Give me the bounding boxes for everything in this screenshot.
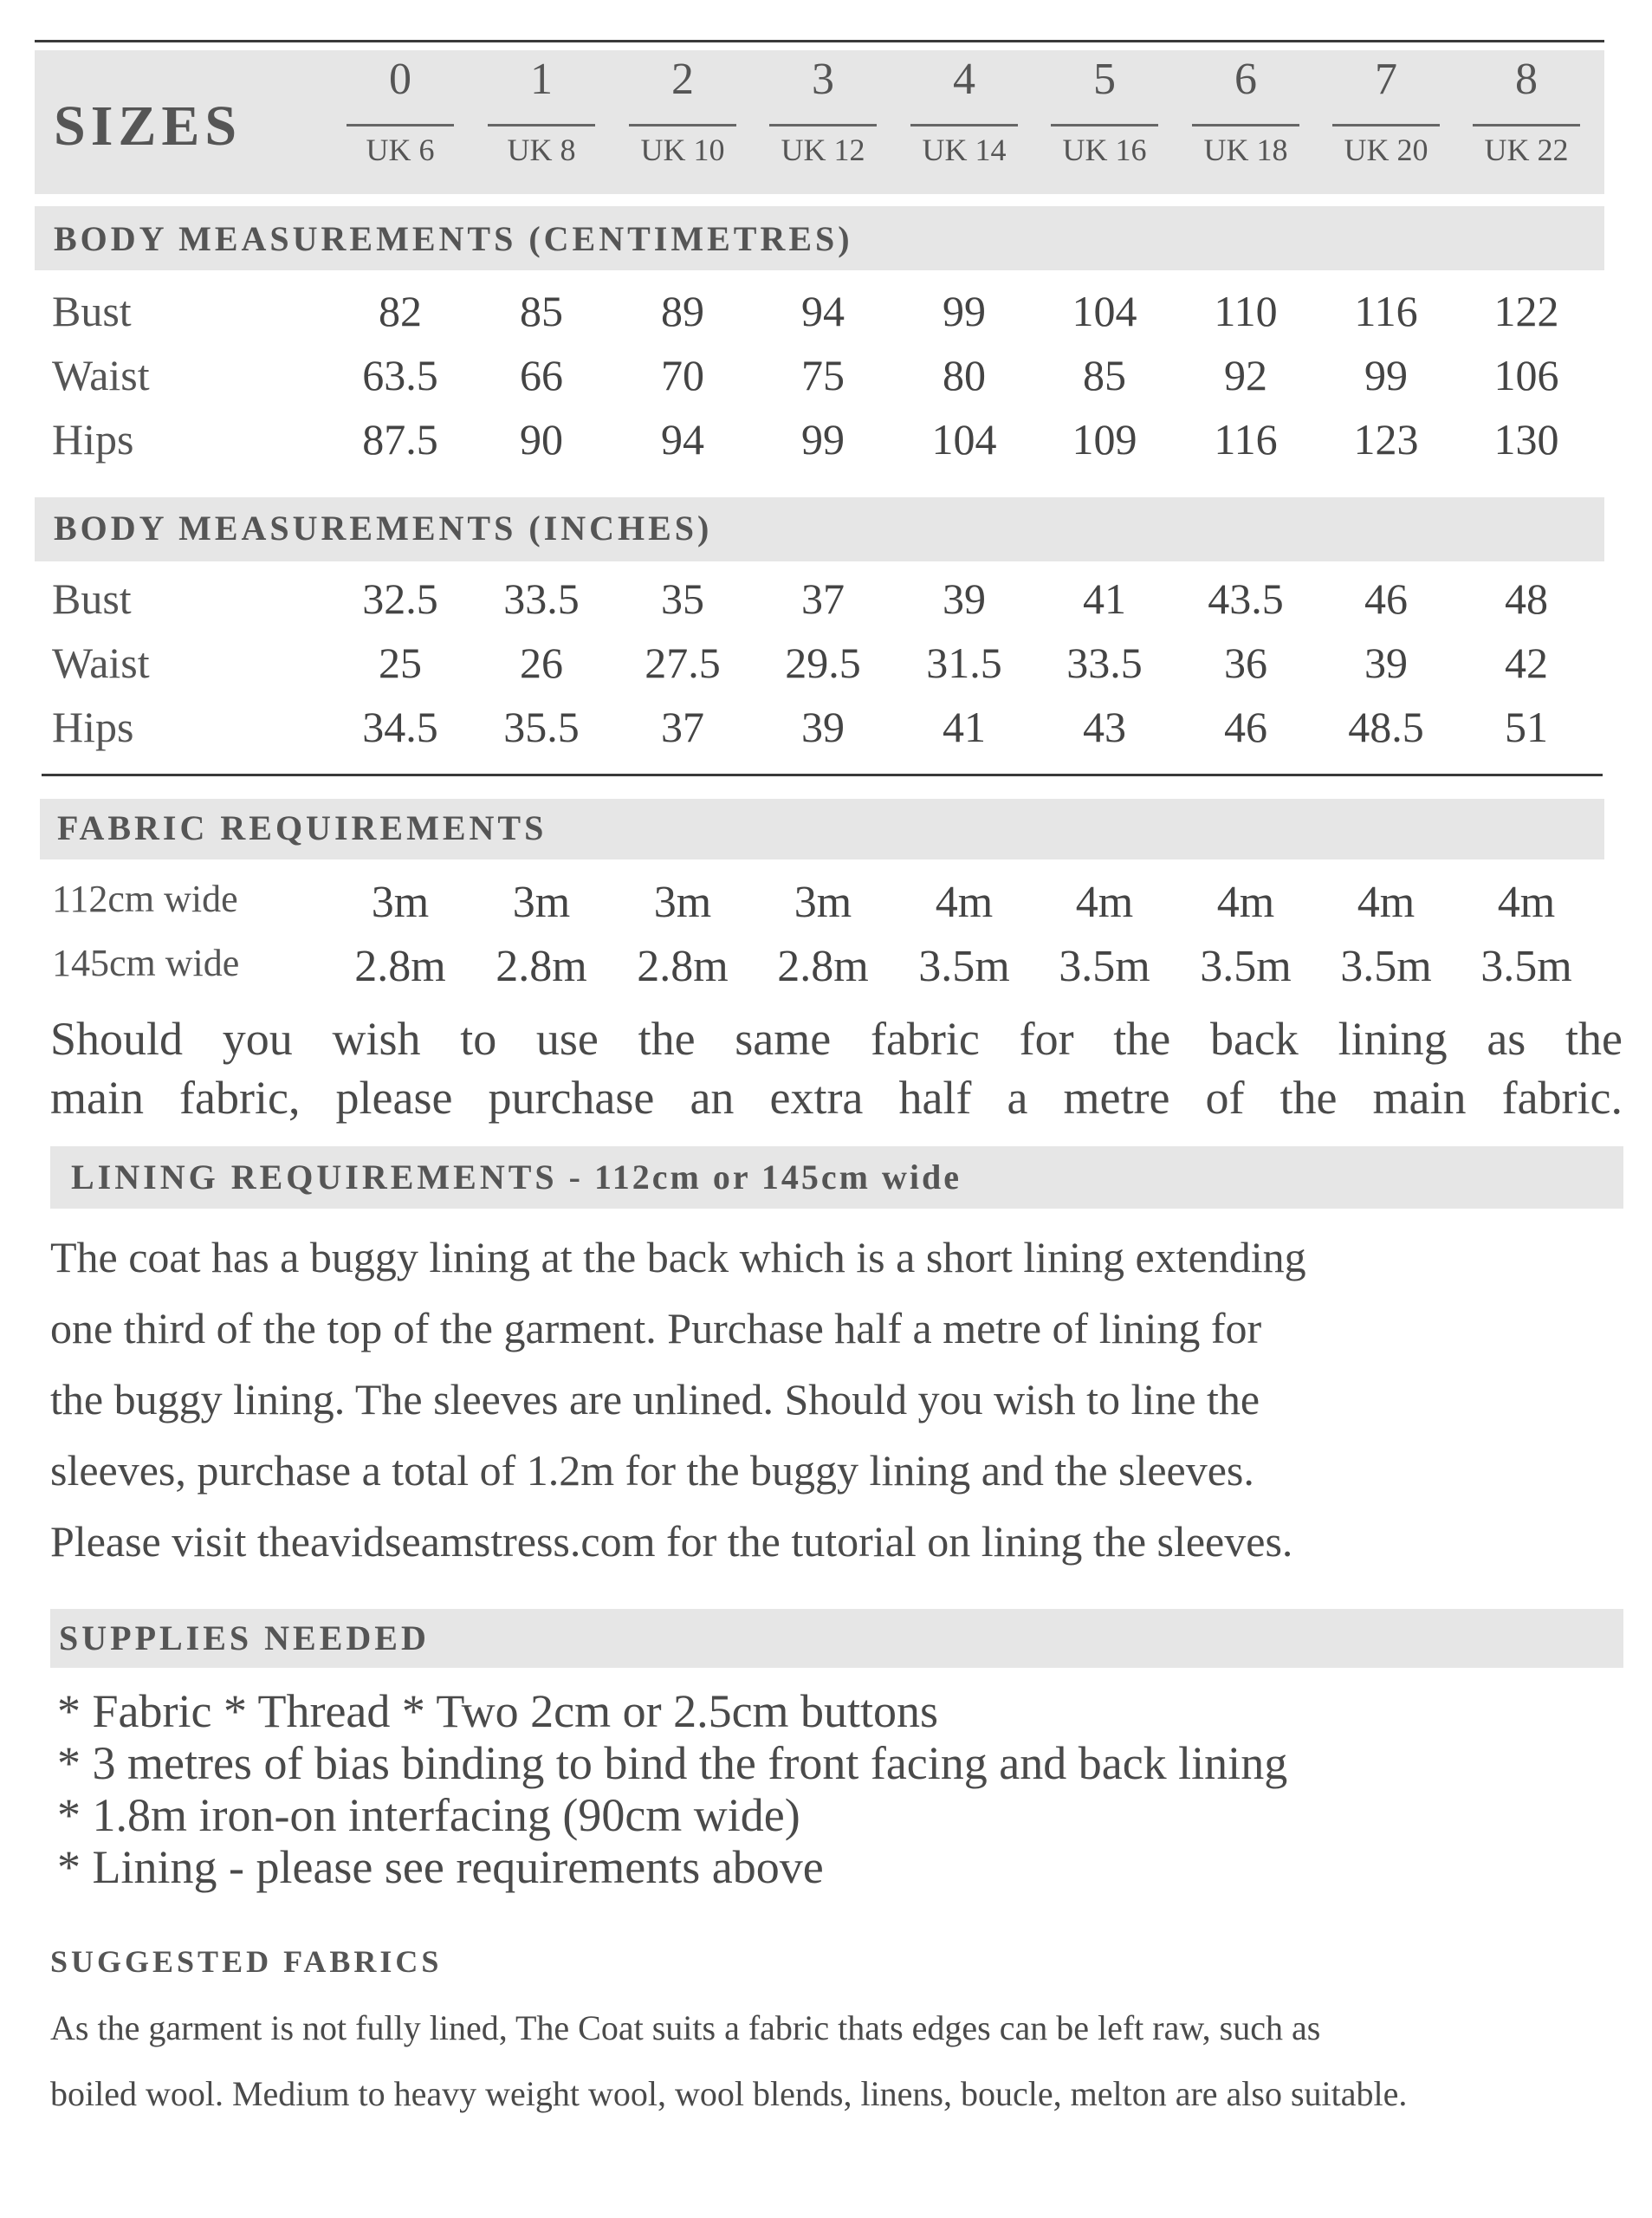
value-cell: 48.5	[1348, 703, 1424, 751]
row-label: Bust	[52, 287, 132, 335]
value-cell: 99	[943, 287, 986, 335]
uk-size: UK 22	[1484, 133, 1569, 167]
value-cell: 3.5m	[1200, 942, 1292, 991]
supplies-heading: SUPPLIES NEEDED	[59, 1618, 430, 1657]
fabric-heading: FABRIC REQUIREMENTS	[57, 808, 547, 847]
supplies-item: * 3 metres of bias binding to bind the front facing and back lining	[57, 1737, 1288, 1789]
value-cell: 89	[661, 287, 704, 335]
body-in-heading: BODY MEASUREMENTS (INCHES)	[54, 509, 713, 548]
value-cell: 66	[520, 351, 563, 399]
value-cell: 4m	[935, 878, 994, 927]
size-divider	[629, 124, 736, 126]
supplies-item: * Fabric * Thread * Two 2cm or 2.5cm buttons	[57, 1685, 939, 1737]
value-cell: 2.8m	[354, 942, 446, 991]
lining-paragraph	[50, 1222, 1306, 1577]
value-cell: 94	[801, 287, 845, 335]
size-number: 4	[953, 55, 975, 104]
value-cell: 4m	[1216, 878, 1275, 927]
lining-line: The coat has a buggy lining at the back which is a short lining extending	[50, 1233, 1306, 1281]
row-label: 112cm wide	[52, 878, 238, 920]
value-cell: 63.5	[362, 351, 438, 399]
size-number: 5	[1093, 55, 1116, 104]
value-cell: 39	[801, 703, 845, 751]
value-cell: 26	[520, 639, 563, 687]
value-cell: 109	[1072, 415, 1137, 464]
size-number: 8	[1515, 55, 1538, 104]
value-cell: 51	[1505, 703, 1548, 751]
value-cell: 75	[801, 351, 845, 399]
size-number: 7	[1375, 55, 1397, 104]
value-cell: 122	[1493, 287, 1559, 335]
lining-heading-title: LINING REQUIREMENTS	[71, 1158, 558, 1197]
size-column	[899, 0, 1029, 199]
size-number: 2	[671, 55, 694, 104]
value-cell: 82	[379, 287, 422, 335]
value-cell: 116	[1214, 415, 1278, 464]
value-cell: 2.8m	[496, 942, 587, 991]
suggested-line: As the garment is not fully lined, The Coat suits a fabric thats edges can be left raw, such as	[50, 2008, 1321, 2047]
suggested-line: boiled wool. Medium to heavy weight wool, wool blends, linens, boucle, melton are also suitable.	[50, 2074, 1408, 2113]
value-cell: 110	[1214, 287, 1278, 335]
value-cell: 35	[661, 574, 704, 623]
value-cell: 2.8m	[637, 942, 729, 991]
body-cm-heading: BODY MEASUREMENTS (CENTIMETRES)	[54, 219, 853, 258]
uk-size: UK 6	[366, 133, 435, 167]
value-cell: 36	[1224, 639, 1267, 687]
value-cell: 4m	[1497, 878, 1556, 927]
size-column	[618, 0, 748, 199]
size-divider	[1051, 124, 1158, 126]
size-divider	[488, 124, 595, 126]
value-cell: 104	[931, 415, 997, 464]
size-number: 3	[812, 55, 834, 104]
size-number: 0	[389, 55, 411, 104]
uk-size: UK 10	[640, 133, 725, 167]
value-cell: 39	[943, 574, 986, 623]
row-label: Bust	[52, 574, 132, 623]
fabric-note-line-1: Should you wish to use the same fabric for the back lining as the	[50, 1013, 1623, 1065]
value-cell: 31.5	[926, 639, 1002, 687]
value-cell: 130	[1493, 415, 1559, 464]
size-column	[758, 0, 888, 199]
uk-size: UK 18	[1203, 133, 1288, 167]
value-cell: 42	[1505, 639, 1548, 687]
size-divider	[1332, 124, 1440, 126]
size-column	[476, 0, 606, 199]
mid-rule	[42, 774, 1603, 776]
size-divider	[1473, 124, 1580, 126]
row-label: Hips	[52, 703, 134, 751]
uk-size: UK 14	[922, 133, 1007, 167]
value-cell: 3.5m	[918, 942, 1010, 991]
row-label: 145cm wide	[52, 942, 240, 984]
value-cell: 48	[1505, 574, 1548, 623]
lining-line: Please visit theavidseamstress.com for the tutorial on lining the sleeves.	[50, 1517, 1293, 1566]
suggested-paragraph	[50, 1995, 1407, 2127]
value-cell: 37	[661, 703, 704, 751]
row-label: Hips	[52, 415, 134, 464]
size-column	[1321, 0, 1451, 199]
value-cell: 27.5	[645, 639, 721, 687]
value-cell: 99	[1364, 351, 1408, 399]
value-cell: 46	[1364, 574, 1408, 623]
supplies-list	[57, 1685, 1287, 1893]
value-cell: 87.5	[362, 415, 438, 464]
value-cell: 99	[801, 415, 845, 464]
value-cell: 85	[1083, 351, 1126, 399]
suggested-heading: SUGGESTED FABRICS	[50, 1944, 443, 1979]
uk-size: UK 16	[1062, 133, 1147, 167]
value-cell: 35.5	[503, 703, 580, 751]
value-cell: 80	[943, 351, 986, 399]
uk-size: UK 8	[507, 133, 576, 167]
value-cell: 106	[1493, 351, 1559, 399]
value-cell: 85	[520, 287, 563, 335]
supplies-item: * Lining - please see requirements above	[57, 1841, 824, 1893]
value-cell: 2.8m	[777, 942, 869, 991]
value-cell: 41	[1083, 574, 1126, 623]
value-cell: 43.5	[1208, 574, 1284, 623]
size-column	[335, 0, 465, 199]
size-number: 1	[530, 55, 553, 104]
size-divider	[769, 124, 877, 126]
uk-size: UK 12	[781, 133, 865, 167]
value-cell: 41	[943, 703, 986, 751]
size-divider	[347, 124, 454, 126]
size-divider	[1192, 124, 1299, 126]
size-column	[1040, 0, 1169, 199]
value-cell: 3m	[794, 878, 852, 927]
value-cell: 3m	[371, 878, 430, 927]
value-cell: 3m	[653, 878, 712, 927]
value-cell: 34.5	[362, 703, 438, 751]
size-column	[1181, 0, 1311, 199]
value-cell: 39	[1364, 639, 1408, 687]
value-cell: 3.5m	[1480, 942, 1572, 991]
value-cell: 94	[661, 415, 704, 464]
value-cell: 33.5	[503, 574, 580, 623]
row-label: Waist	[52, 639, 150, 687]
lining-line: one third of the top of the garment. Purchase half a metre of lining for	[50, 1304, 1262, 1352]
supplies-item: * 1.8m iron-on interfacing (90cm wide)	[57, 1789, 800, 1841]
value-cell: 104	[1072, 287, 1137, 335]
value-cell: 37	[801, 574, 845, 623]
value-cell: 25	[379, 639, 422, 687]
value-cell: 116	[1354, 287, 1418, 335]
size-number: 6	[1234, 55, 1257, 104]
row-label: Waist	[52, 351, 150, 399]
lining-line: sleeves, purchase a total of 1.2m for the buggy lining and the sleeves.	[50, 1446, 1254, 1495]
value-cell: 3.5m	[1340, 942, 1432, 991]
value-cell: 4m	[1357, 878, 1416, 927]
value-cell: 43	[1083, 703, 1126, 751]
value-cell: 92	[1224, 351, 1267, 399]
lining-heading	[71, 1157, 962, 1197]
value-cell: 3m	[512, 878, 571, 927]
value-cell: 3.5m	[1059, 942, 1150, 991]
value-cell: 4m	[1075, 878, 1134, 927]
value-cell: 29.5	[785, 639, 861, 687]
uk-size: UK 20	[1344, 133, 1428, 167]
sizes-title: SIZES	[54, 94, 243, 158]
value-cell: 32.5	[362, 574, 438, 623]
lining-line: the buggy lining. The sleeves are unlined. Should you wish to line the	[50, 1375, 1260, 1424]
size-divider	[910, 124, 1018, 126]
value-cell: 90	[520, 415, 563, 464]
fabric-note-line-2: main fabric, please purchase an extra half a metre of the main fabric.	[50, 1072, 1623, 1124]
value-cell: 46	[1224, 703, 1267, 751]
value-cell: 70	[661, 351, 704, 399]
value-cell: 33.5	[1066, 639, 1143, 687]
value-cell: 123	[1353, 415, 1419, 464]
lining-heading-suffix: - 112cm or 145cm wide	[557, 1158, 962, 1197]
size-column	[1461, 0, 1591, 199]
